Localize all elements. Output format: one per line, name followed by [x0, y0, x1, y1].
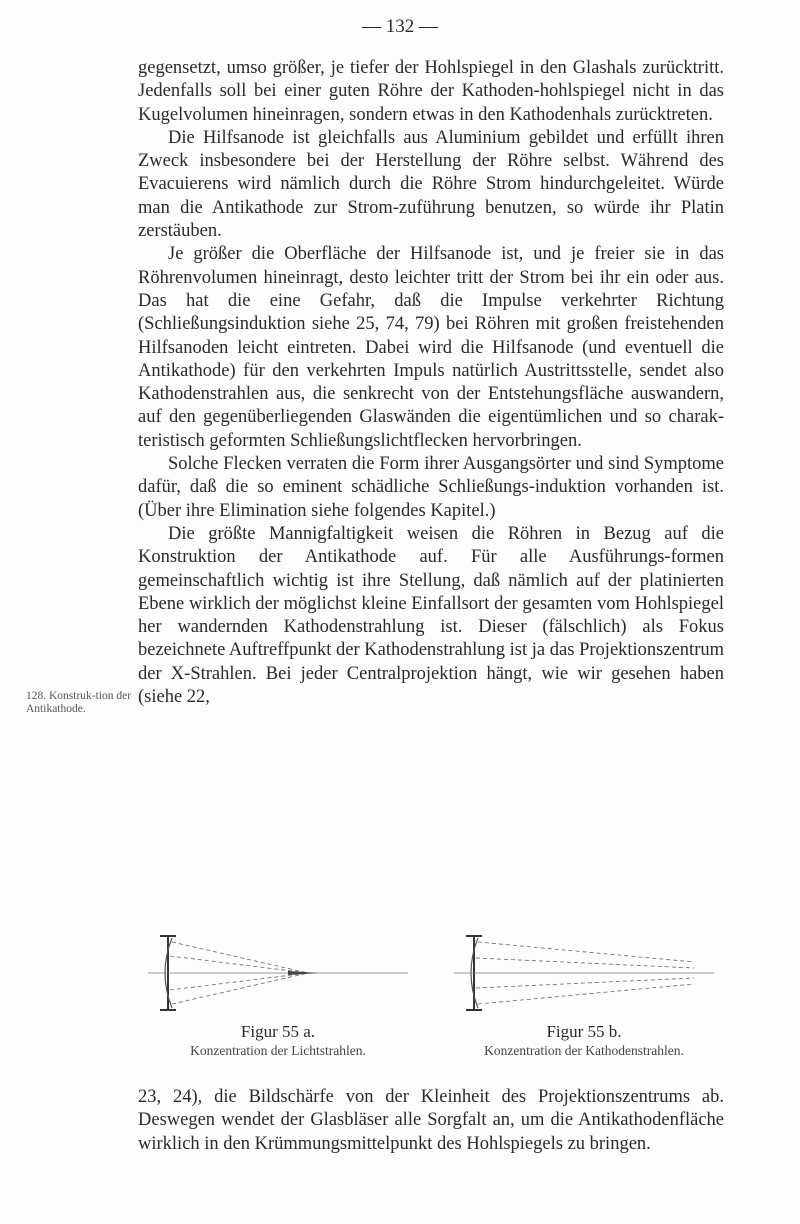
- figure-55b-drawing: [444, 932, 724, 1014]
- margin-note: 128. Konstruk-tion der Antikathode.: [26, 690, 132, 715]
- main-text: [138, 57, 724, 709]
- paragraph: Die Hilfsanode ist gleichfalls aus Aluminium gebildet und erfüllt ihren Zweck insbesondere bei der Herstellung der Röhre selbst. Während des Evacuierens wird nämlich durch die Röhre Strom hindurchgeleitet. Würde man die Antikathode zur Strom-zuführung benutzen, so würde ihr Platin zerstäuben.: [138, 127, 724, 242]
- figure-caption: Konzentration der Lichtstrahlen.: [190, 1043, 366, 1058]
- figure-55a-drawing: [138, 932, 418, 1014]
- paragraph: gegensetzt, umso größer, je tiefer der Hohlspiegel in den Glashals zurücktritt. Jedenfalls soll bei einer guten Röhre der Kathoden-hohlspiegel nicht in das Kugelvolumen hineinragen, sondern etwas in den Kathodenhals zurücktreten.: [138, 58, 724, 125]
- paragraph: 23, 24), die Bildschärfe von der Kleinheit des Projektionszentrums ab. Deswegen wendet der Glasbläser alle Sorgfalt an, um die Antikathodenfläche wirklich in den Krümmungsmittelpunkt des Hohlspiegels zu bringen.: [138, 1087, 724, 1154]
- figure-55a: [138, 932, 418, 1059]
- paragraph: Solche Flecken verraten die Form ihrer Ausgangsörter und sind Symptome dafür, daß die so eminent schädliche Schließungs-induktion vorhanden ist. (Über ihre Elimination siehe folgendes Kapitel.): [138, 454, 724, 521]
- figure-title: Figur 55 b.: [546, 1022, 622, 1041]
- page-number: — 132 —: [362, 16, 438, 37]
- figure-caption: Konzentration der Kathodenstrahlen.: [484, 1043, 684, 1058]
- figure-title: Figur 55 a.: [240, 1022, 316, 1041]
- closing-text: [138, 1086, 724, 1156]
- paragraph: Je größer die Oberfläche der Hilfsanode ist, und je freier sie in das Röhrenvolumen hineinragt, desto leichter tritt der Strom bei ihr ein oder aus. Das hat die eine Gefahr, daß die Impulse verkehrter Richtung (Schließungsinduktion siehe 25, 74, 79) bei Röhren mit großen freistehenden Hilfsanoden leicht eintreten. Dabei wird die Hilfsanode (und eventuell die Antikathode) für den verkehrten Impuls natürlich Austrittsstelle, sendet also Kathodenstrahlen aus, die senkrecht von der Entstehungsfläche auswandern, auf den gegenüberliegenden Glaswänden die eigentümlichen und so charak-teristisch geformten Schließungslichtflecken hervorbringen.: [138, 244, 724, 451]
- figures: [138, 932, 724, 1082]
- paragraph: Die größte Mannigfaltigkeit weisen die Röhren in Bezug auf die Konstruktion der Antikathode auf. Für alle Ausführungs-formen gemeinschaftlich wichtig ist ihre Stellung, daß nämlich auf der platinierten Ebene wirklich der möglichst kleine Einfallsort der gesamten vom Hohlspiegel her wandernden Kathodenstrahlung ist. Dieser (fälschlich) als Fokus bezeichnete Auftreffpunkt der Kathodenstrahlung ist ja das Projektionszentrum der X-Strahlen. Bei jeder Centralprojektion hängt, wie wir gesehen haben (siehe 22,: [138, 523, 724, 708]
- figure-55b: [444, 932, 724, 1059]
